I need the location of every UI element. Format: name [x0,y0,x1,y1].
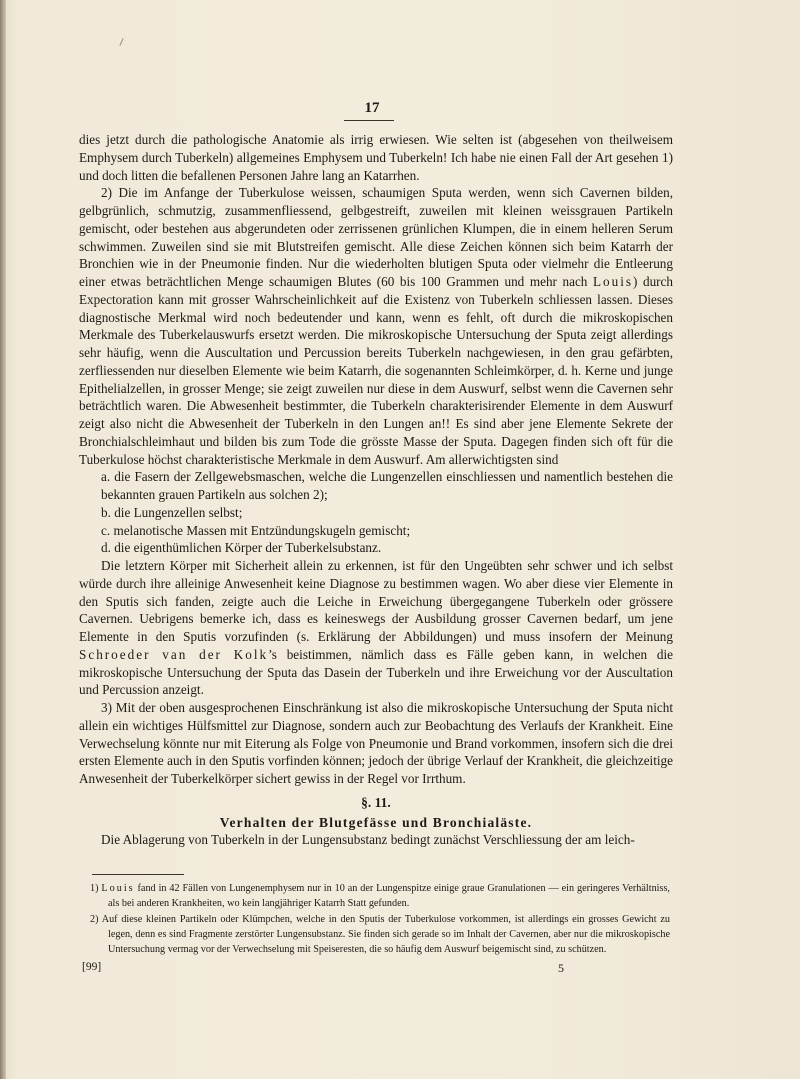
paragraph-2: 2) Die im Anfange der Tuberkulose weissen, schaumigen Sputa werden, wenn sich Cavernen bilden, gelbgrünlich, schmutzig, zusammenfliessend, gelbgestreift, zuweilen mit kleinen weissgrauen Partikeln gemischt, oder bestehen aus abgerundeten oder zerrissenen grünlichen Klumpen, die in einem helleren Serum schwimmen. Zuweilen sind sie mit Blutstreifen gemischt. Alle diese Zeichen können sich beim Katarrh der Bronchien wie in der Pneumonie finden. Nur die wiederholten blutigen Sputa oder vielmehr die Entleerung einer etwas beträchtlichen Menge schaumigen Blutes (60 bis 100 Grammen und mehr nach Louis) durch Expectoration kann mit grosser Wahrscheinlichkeit auf die Existenz von Tuberkeln schliessen lassen. Dieses diagnostische Merkmal wird noch bedeutender und kann, wenn es fehlt, oft durch die mikroskopischen Merkmale des Tuberkelauswurfs ersetzt werden. Die mikroskopische Untersuchung der Sputa zeigt allerdings sehr häufig, wenn die Auscultation und Percussion bereits Tuberkeln nachgewiesen, in den grau gefärbten, zerfliessenden nur dieselben Elemente wie beim Katarrh, die sogenannten Schleimkörper, d. h. Kerne und junge Epithelialzellen, in grosser Menge; sie zeigt zuweilen nur diese in dem Auswurf, selbst wenn die Cavernen sehr beträchtlich waren. Die Abwesenheit bestimmter, die Tuberkeln charakterisirender Elemente in dem Auswurf zeigt also nicht die Abwesenheit der Tuberkeln in den Lungen an!! Es sind aber jene Elemente Sekrete der Bronchialschleimhaut und bilden bis zum Tode die grösste Masse der Sputa. Dagegen finden sich oft für die Tuberkulose höchst charakteristische Merkmale in dem Auswurf. Am allerwichtigsten sind [79,185,673,467]
author-name-schroeder: Schroeder van der Kolk [79,646,269,662]
page-number: 17 [364,100,380,116]
footnote-1: 1) Louis fand in 42 Fällen von Lungenemphysem nur in 10 an der Lungenspitze einige graue Granulationen — ein geringeres Verhältniss, als bei anderen Krankheiten, wo kein langjähriger Katarrh Statt gefunden. [90,883,670,910]
list-item-c: c. melanotische Massen mit Entzündungskugeln gemischt; [101,522,411,538]
footnote-2: 2) Auf diese kleinen Partikeln oder Klümpchen, welche in den Sputis der Tuberkulose vorkommen, ist allerdings ein grosses Gewicht zu legen, denn es sind Fragmente zerstörter Lungensubstanz. Sie finden sich gerade so im Inhalt der Cavernen, aber nur die mikroskopische Untersuchung vermag vor der Verwechselung mit Speiseresten, die so häufig dem Auswurf beigemischt sind, zu schützen. [90,913,670,956]
paragraph-4: 3) Mit der oben ausgesprochenen Einschränkung ist also die mikroskopische Untersuchung der Sputa nicht allein ein wichtiges Hülfsmittel zur Diagnose, sondern auch zur Beobachtung des Verlaufs der Krankheit. Eine Verwechselung könnte nur mit Eiterung als Folge von Pneumonie und Brand vorkommen, insofern sich die drei ersten Elemente auch in den Sputis vorfinden können; jedoch der übrige Verlauf der Krankheit, die gleichzeitige Anwesenheit der Tuberkelkörper sichert gewiss in der Regel vor Irrthum. [79,700,673,786]
main-text [79,131,673,849]
list-item-d: d. die eigenthümlichen Körper der Tuberkelsubstanz. [101,540,382,556]
sheet-number: 5 [558,961,564,975]
signature-mark: [99] [82,961,102,973]
list-item-b: b. die Lungenzellen selbst; [101,504,243,520]
section-number: §. 11. [361,794,391,810]
author-name-louis: Louis [592,274,634,289]
section-paragraph: Die Ablagerung von Tuberkeln in der Lungensubstanz bedingt zunächst Verschliessung der am leich- [101,832,635,848]
paragraph-1: dies jetzt durch die pathologische Anatomie als irrig erwiesen. Wie selten ist (abgesehen von theilweisem Emphysem durch Tuberkeln) allgemeines Emphysem und Tuberkeln! Ich habe nie einen Fall der Art gesehen 1) und doch litten die befallenen Personen Jahre lang an Katarrhen. [79,132,673,183]
list-item-a: a. die Fasern der Zellgewebsmaschen, welche die Lungenzellen einschliessen und namentlich bestehen die bekannten grauen Partikeln aus solchen 2); [101,469,673,502]
footnotes [90,881,670,957]
footnote-author-louis: Louis [101,883,135,894]
section-title: Verhalten der Blutgefässe und Bronchialäste. [219,814,533,830]
book-spine-edge [0,0,6,1079]
paragraph-3: Die letztern Körper mit Sicherheit allein zu erkennen, ist für den Ungeübten sehr schwer und ich selbst würde durch ihre alleinige Anwesenheit keine Diagnose zu bestimmen wagen. Wo aber diese vier Elemente in den Sputis sich fanden, zeigte auch die Leiche in Erweichung übergegangene Tuberkeln oder grössere Cavernen. Uebrigens bemerke ich, dass es keineswegs der Ausbildung grosser Cavernen bedarf, um jene Elemente in den Sputis vorzufinden (s. Erklärung der Abbildungen) und muss insofern der Meinung Schroeder van der Kolk’s beistimmen, nämlich dass es Fälle geben kann, in welchen die mikroskopische Untersuchung der Sputa das Dasein der Tuberkeln und ihre Erweichung vor der Auscultation und Percussion anzeigt. [79,558,673,698]
page-number-rule [344,120,394,121]
footnote-rule [92,874,184,875]
